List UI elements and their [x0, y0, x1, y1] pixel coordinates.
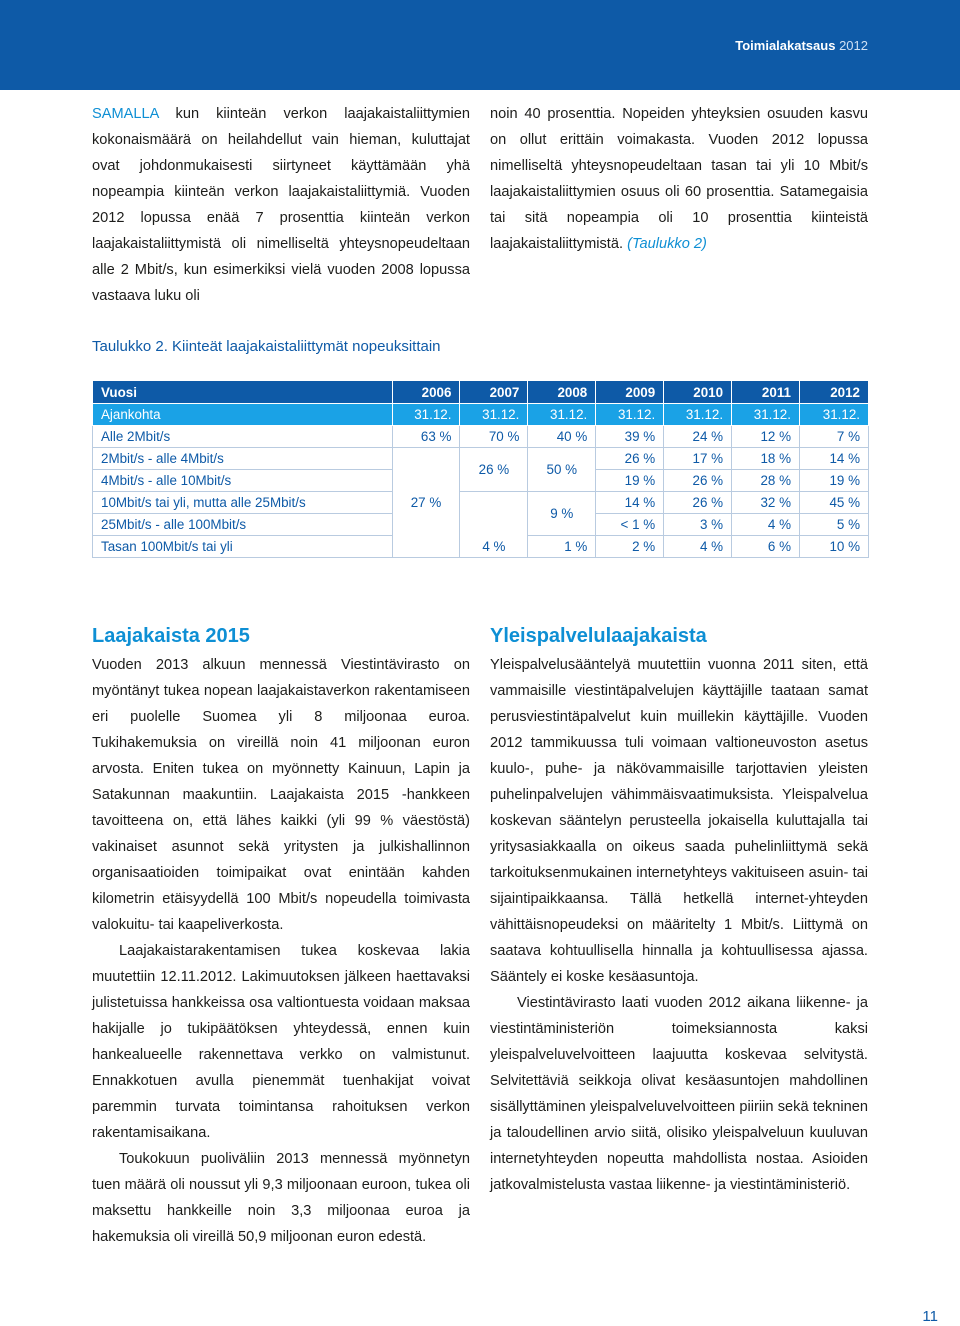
merged-value-cell: 4 % — [460, 492, 528, 558]
top-banner — [0, 0, 960, 90]
row-label: 10Mbit/s tai yli, mutta alle 25Mbit/s — [93, 492, 393, 514]
value-cell: 32 % — [732, 492, 800, 514]
value-cell: 40 % — [528, 426, 596, 448]
publication-year: 2012 — [839, 38, 868, 53]
value-cell: 45 % — [799, 492, 868, 514]
section-heading-yleispalvelu: Yleispalvelulaajakaista — [490, 625, 707, 647]
date-cell: 31.12. — [528, 404, 596, 426]
value-cell: 26 % — [596, 448, 664, 470]
year-2012: 2012 — [799, 381, 868, 404]
publication-title — [735, 38, 868, 53]
value-cell: 7 % — [799, 426, 868, 448]
merged-value-cell: 50 % — [528, 448, 596, 492]
value-cell: 6 % — [732, 536, 800, 558]
body-right-column — [490, 652, 868, 1198]
value-cell: 14 % — [799, 448, 868, 470]
row-label: Alle 2Mbit/s — [93, 426, 393, 448]
value-cell: 2 % — [596, 536, 664, 558]
table-row — [93, 492, 869, 514]
table-row — [93, 426, 869, 448]
year-2007: 2007 — [460, 381, 528, 404]
value-cell: 28 % — [732, 470, 800, 492]
merged-value-cell: 9 % — [528, 492, 596, 536]
value-cell: 26 % — [664, 492, 732, 514]
lead-word: SAMALLA — [92, 106, 159, 122]
value-cell: 70 % — [460, 426, 528, 448]
date-cell: 31.12. — [392, 404, 460, 426]
date-cell: 31.12. — [664, 404, 732, 426]
section-heading-laajakaista: Laajakaista 2015 — [92, 625, 250, 647]
paragraph: Viestintävirasto laati vuoden 2012 aikana liikenne- ja viestintäministeriön toimeksiannosta kaksi yleispalveluvelvoitteen laajuutta koskevaa selvitystä. Selvitettäviä seikkoja olivat kesäasuntojen mahdollinen sisällyttäminen yleispalveluvelvoitteen piiriin sekä tekninen ja taloudellinen arvio siitä, olisiko yleispalveluun kuuluvan internetyhteyden nopeutta mahdollista nostaa. Asioiden jatkovalmistelusta vastaa liikenne- ja viestintäministeriö. — [490, 995, 868, 1193]
intro-left-column — [92, 101, 470, 309]
value-cell: 19 % — [596, 470, 664, 492]
paragraph: Yleispalvelusääntelyä muutettiin vuonna 2011 siten, että vammaisille viestintäpalvelujen käyttäjille taataan samat perusviestintäpalvelut kuin muillekin käyttäjille. Vuoden 2012 tammikuussa tuli voimaan valtioneuvoston asetus kuulo-, puhe- ja näkövammaisille tarjottavien yleisten puhelinpalvelujen vähimmäisvaatimuksista. Yleispalvelua koskevan sääntelyn perusteella jokaisella kuluttajalla tai yritysasiakkaalla on oikeus saada puhelinliittymä sekä tarkoituksenmukainen internetyhteys vakituiseen asuin- tai sijaintipaikkaansa. Tällä hetkellä internet-yhteyden vähittäisnopeudeksi on määritelty 1 Mbit/s. Liittymä on saatava kohtuullisella hinnalla ja kohtuullisessa ajassa. Sääntely ei koske kesäasuntoja. — [490, 657, 868, 985]
value-cell: 4 % — [732, 514, 800, 536]
value-cell: 26 % — [664, 470, 732, 492]
year-2010: 2010 — [664, 381, 732, 404]
table-reference: (Taulukko 2) — [627, 236, 707, 252]
value-cell: 3 % — [664, 514, 732, 536]
value-cell: 5 % — [799, 514, 868, 536]
merged-value-cell: 27 % — [392, 448, 460, 558]
publication-name: Toimialakatsaus — [735, 38, 836, 53]
date-cell: 31.12. — [596, 404, 664, 426]
intro-right-text: noin 40 prosenttia. Nopeiden yhteyksien osuuden kasvu on ollut erittäin voimakasta. Vuoden 2012 lopussa nimelliseltä yhteysnopeudeltaan tasan tai yli 10 Mbit/s laajakaistaliittymien osuus oli 60 prosenttia. Satamegaisia tai sitä nopeampia oli 10 prosenttia kiinteistä laajakaistaliittymistä. — [490, 106, 868, 252]
intro-left-text: kun kiinteän verkon laajakaistaliittymien kokonaismäärä on heilahdellut vain hieman, kuluttajat ovat johdonmukaisesti siirtyneet käyttämään yhä nopeampia kiinteän verkon laajakaistaliittymiä. Vuoden 2012 lopussa enää 7 prosenttia kiinteän verkon laajakaistaliittymistä oli nimelliseltä yhteysnopeudeltaan alle 2 Mbit/s, kun esimerkiksi vielä vuoden 2008 lopussa vastaava luku oli — [92, 106, 470, 304]
paragraph: Toukokuun puoliväliin 2013 mennessä myönnetyn tuen määrä oli noussut yli 9,3 miljoonaan euroon, tukea oli maksettu hankkeille noin 3,3 miljoonaa euroa ja hakemuksia oli vireillä 50,9 miljoonan euron edestä. — [92, 1151, 470, 1245]
year-2006: 2006 — [392, 381, 460, 404]
date-row — [93, 404, 869, 426]
year-2011: 2011 — [732, 381, 800, 404]
merged-value-cell: 26 % — [460, 448, 528, 492]
speed-table — [92, 380, 869, 558]
year-2009: 2009 — [596, 381, 664, 404]
date-cell: 31.12. — [460, 404, 528, 426]
value-cell: < 1 % — [596, 514, 664, 536]
date-cell: 31.12. — [732, 404, 800, 426]
year-header-row — [93, 381, 869, 404]
value-cell: 24 % — [664, 426, 732, 448]
page-number: 11 — [922, 1308, 938, 1325]
header-label: Vuosi — [93, 381, 393, 404]
value-cell: 17 % — [664, 448, 732, 470]
value-cell: 4 % — [664, 536, 732, 558]
value-cell: 10 % — [799, 536, 868, 558]
intro-right-column — [490, 101, 868, 257]
date-label: Ajankohta — [93, 404, 393, 426]
intro-left-paragraph — [92, 101, 470, 309]
row-label: Tasan 100Mbit/s tai yli — [93, 536, 393, 558]
body-left-column — [92, 652, 470, 1250]
row-label: 25Mbit/s - alle 100Mbit/s — [93, 514, 393, 536]
table-caption: Taulukko 2. Kiinteät laajakaistaliittymät nopeuksittain — [92, 338, 441, 355]
intro-right-paragraph — [490, 101, 868, 257]
paragraph: Vuoden 2013 alkuun mennessä Viestintävirasto on myöntänyt tukea nopean laajakaistaverkon rakentamiseen eri puolelle Suomea yli 8 miljoonaa euroa. Tukihakemuksia on vireillä noin 41 miljoonan euron arvosta. Eniten tukea on myönnetty Kainuun, Lapin ja Satakunnan maakuntiin. Laajakaista 2015 -hankkeen tavoitteena on, että lähes kaikki (yli 99 % väestöstä) vakinaiset asunnot sekä yritysten ja julkishallinnon organisaatioiden toimipaikat ovat enintään kahden kilometrin etäisyydellä 100 Mbit/s nopeudella toimivasta valokuitu- tai kaapeliverkosta. — [92, 657, 470, 933]
value-cell: 1 % — [528, 536, 596, 558]
value-cell: 19 % — [799, 470, 868, 492]
value-cell: 39 % — [596, 426, 664, 448]
row-label: 4Mbit/s - alle 10Mbit/s — [93, 470, 393, 492]
value-cell: 63 % — [392, 426, 460, 448]
row-label: 2Mbit/s - alle 4Mbit/s — [93, 448, 393, 470]
value-cell: 14 % — [596, 492, 664, 514]
paragraph: Laajakaistarakentamisen tukea koskevaa lakia muutettiin 12.11.2012. Lakimuutoksen jälkeen haettavaksi julistetuissa hankkeissa osa valtiontuesta voidaan maksaa hakijalle jo tukipäätöksen yhteydessä, ennen kuin hankealueelle rakennettava verkko on valmistunut. Ennakkotuen avulla pienemmät tuenhakijat voivat paremmin turvata toimintansa rahoituksen verkon rakentamisaikana. — [92, 943, 470, 1141]
value-cell: 12 % — [732, 426, 800, 448]
year-2008: 2008 — [528, 381, 596, 404]
date-cell: 31.12. — [799, 404, 868, 426]
table-row — [93, 448, 869, 470]
value-cell: 18 % — [732, 448, 800, 470]
